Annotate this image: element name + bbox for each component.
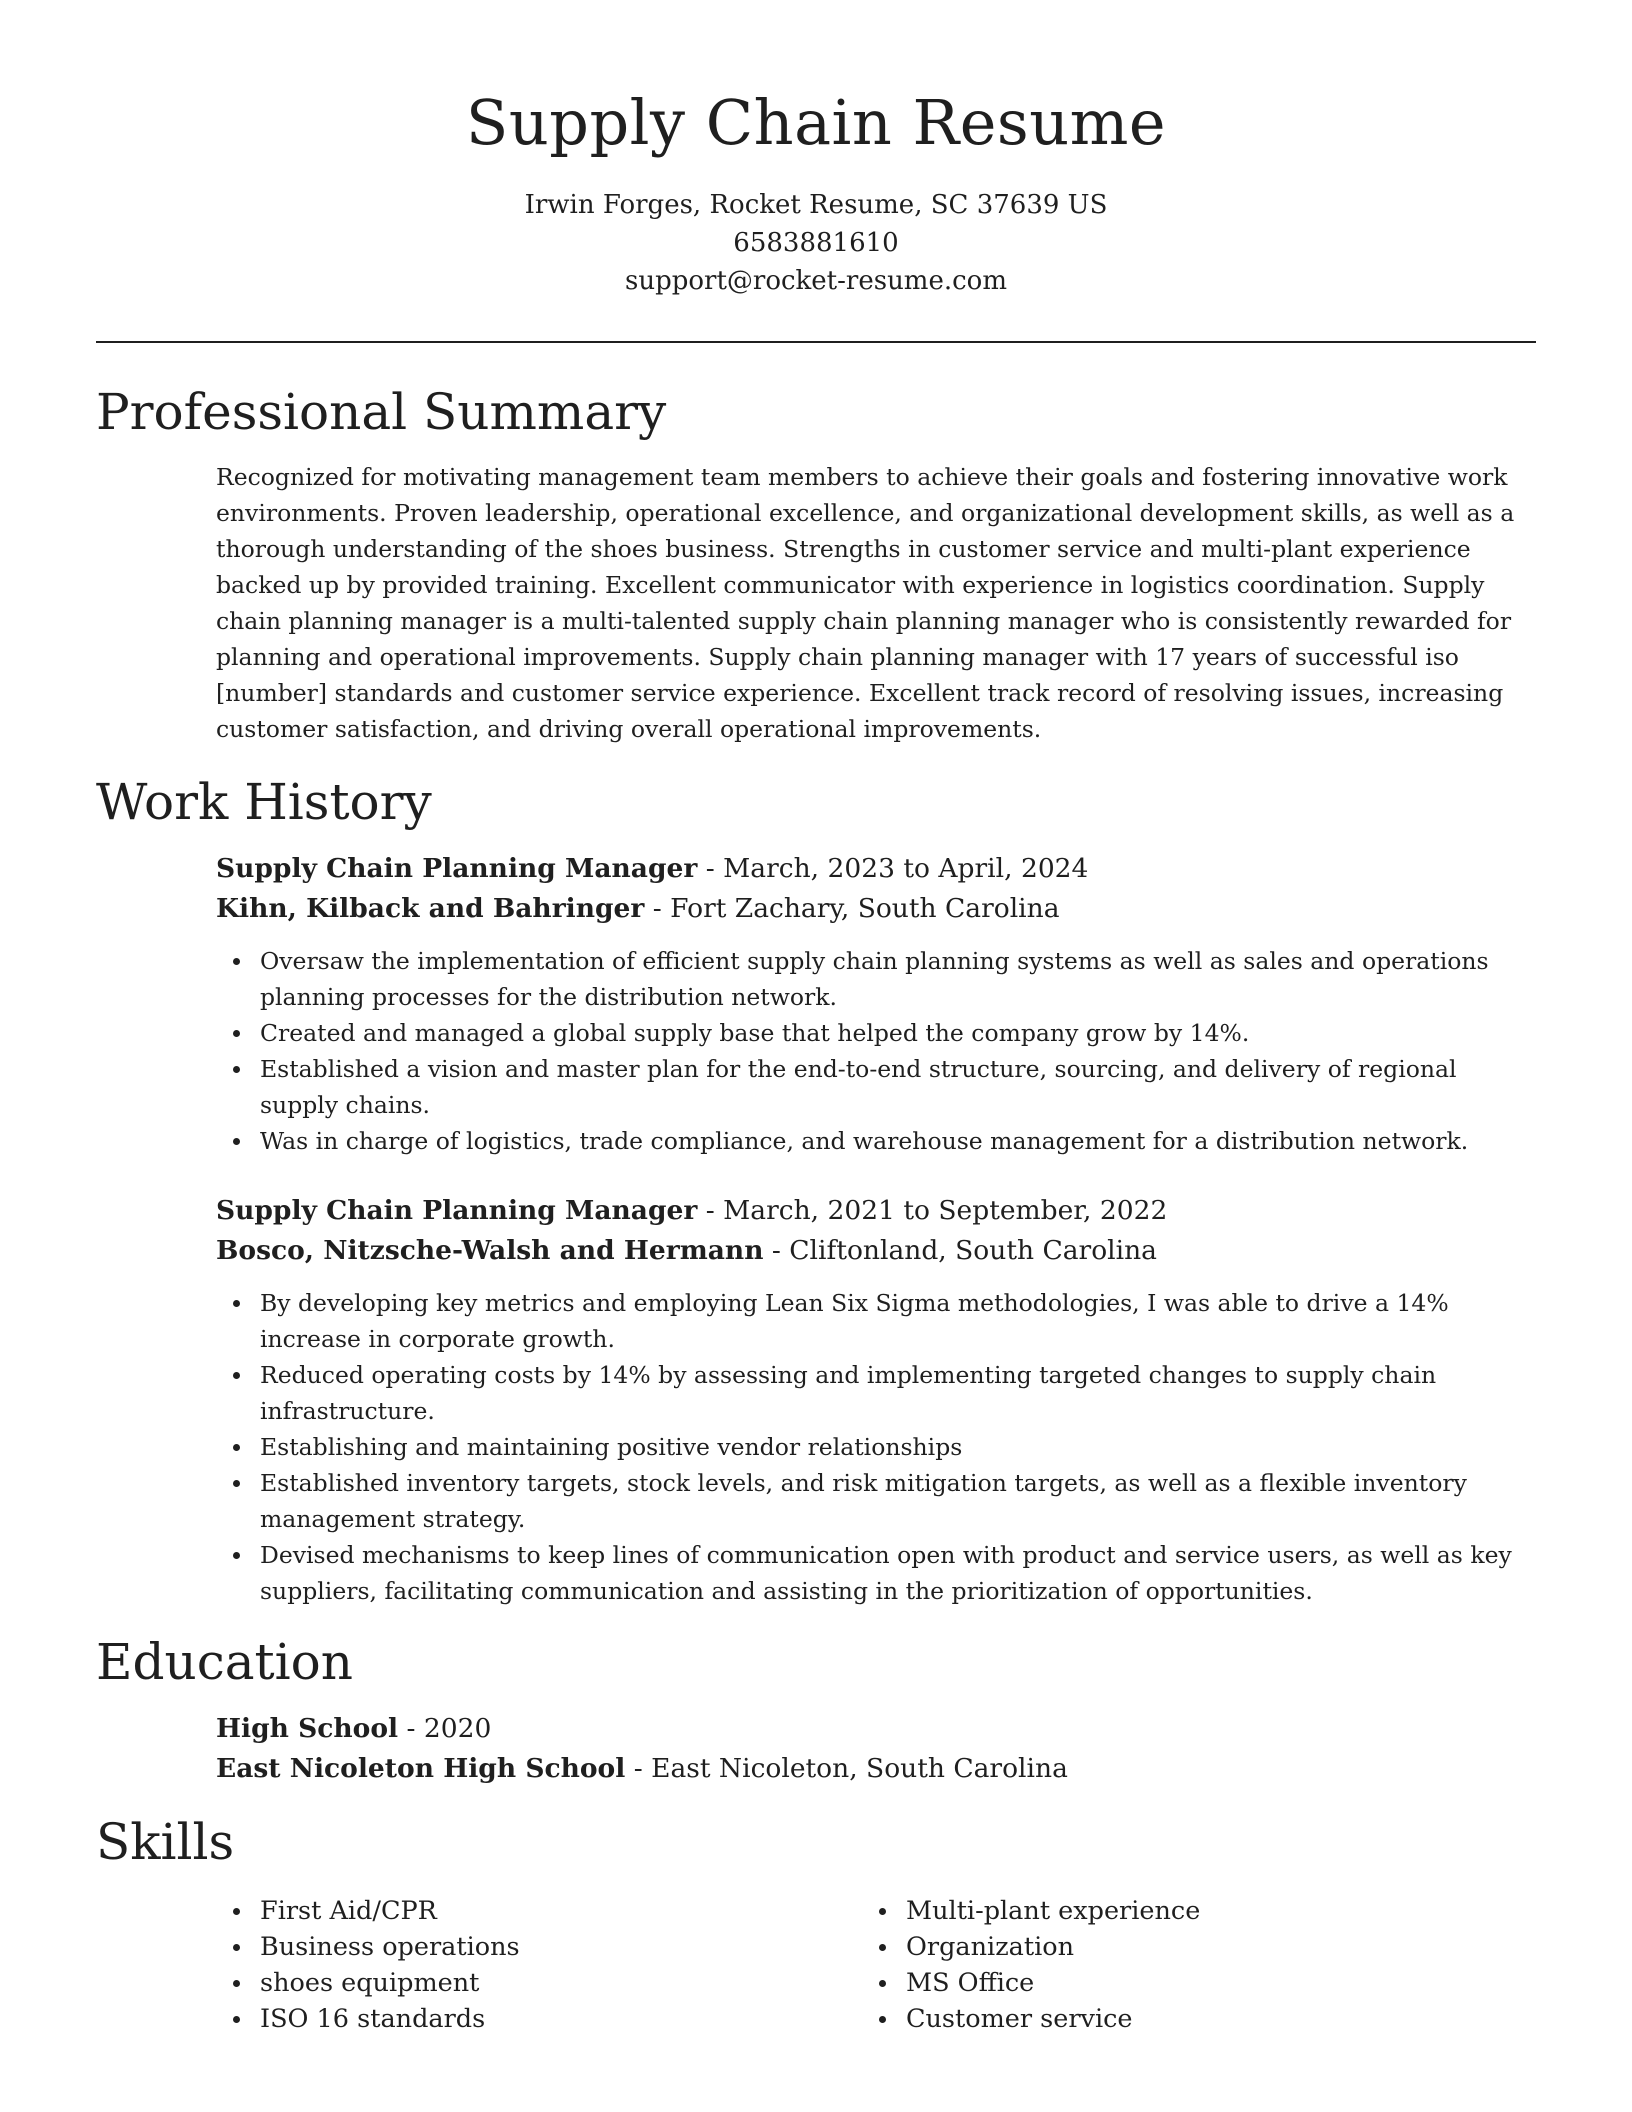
job-2-dates: - March, 2021 to September, 2022: [705, 1195, 1168, 1226]
job-1-bullets: [216, 943, 1536, 1159]
list-item: Established a vision and master plan for the end-to-end structure, sourcing, and delivery of regional supply chains.: [216, 1051, 1536, 1123]
job-2-title-line: [216, 1191, 1167, 1231]
list-item: ISO 16 standards: [216, 2001, 816, 2037]
list-item: Established inventory targets, stock levels, and risk mitigation targets, as well as a flexible inventory management strategy.: [216, 1465, 1536, 1537]
list-item: shoes equipment: [216, 1965, 816, 2001]
list-item: First Aid/CPR: [216, 1893, 816, 1929]
list-item: Business operations: [216, 1929, 816, 1965]
list-item: Multi-plant experience: [862, 1893, 1462, 1929]
summary-text: Recognized for motivating management team members to achieve their goals and fostering innovative work environments. Proven leadership, operational excellence, and organizational development skills, as well as a thorough understanding of the shoes business. Strengths in customer service and multi-plant experience backed up by provided training. Excellent communicator with experience in logistics coordination. Supply chain planning manager is a multi-talented supply chain planning manager who is consistently rewarded for planning and operational improvements. Supply chain planning manager with 17 years of successful iso [number] standards and customer service experience. Excellent track record of resolving issues, increasing customer satisfaction, and driving overall operational improvements.: [216, 463, 1515, 743]
list-item: Establishing and maintaining positive vendor relationships: [216, 1429, 1536, 1465]
contact-address: Irwin Forges, Rocket Resume, SC 37639 US: [524, 190, 1108, 220]
job-2-company: Bosco, Nitzsche-Walsh and Hermann: [216, 1235, 764, 1266]
list-item: Organization: [862, 1929, 1462, 1965]
education-school: East Nicoleton High School: [216, 1753, 626, 1784]
job-1-title-line: [216, 849, 1088, 889]
job-1-location: - Fort Zachary, South Carolina: [652, 893, 1060, 924]
job-2-role: Supply Chain Planning Manager: [216, 1195, 698, 1226]
section-title-education: Education: [96, 1633, 353, 1691]
job-2-company-line: [216, 1231, 1157, 1271]
list-item: Devised mechanisms to keep lines of communication open with product and service users, as well as key suppliers, facilitating communication and assisting in the prioritization of opportunities.: [216, 1537, 1536, 1609]
job-1-company: Kihn, Kilback and Bahringer: [216, 893, 645, 924]
contact-phone: 6583881610: [733, 228, 899, 258]
education-year: - 2020: [406, 1713, 492, 1744]
job-1-dates: - March, 2023 to April, 2024: [705, 853, 1089, 884]
resume-header: [0, 78, 1632, 300]
resume-title: Supply Chain Resume: [465, 86, 1167, 159]
header-divider: [96, 341, 1536, 343]
education-location: - East Nicoleton, South Carolina: [633, 1753, 1068, 1784]
list-item: Was in charge of logistics, trade compliance, and warehouse management for a distribution network.: [216, 1123, 1536, 1159]
list-item: Oversaw the implementation of efficient supply chain planning systems as well as sales and operations planning processes for the distribution network.: [216, 943, 1536, 1015]
list-item: MS Office: [862, 1965, 1462, 2001]
section-title-summary: Professional Summary: [96, 383, 667, 441]
education-degree-line: [216, 1709, 491, 1749]
job-2-location: - Cliftonland, South Carolina: [771, 1235, 1157, 1266]
contact-block: [0, 186, 1632, 300]
education-school-line: [216, 1749, 1068, 1789]
list-item: Created and managed a global supply base that helped the company grow by 14%.: [216, 1015, 1536, 1051]
contact-email: support@rocket-resume.com: [624, 266, 1007, 296]
skills-column-left: [216, 1893, 816, 2037]
job-1-company-line: [216, 889, 1060, 929]
skills-column-right: [862, 1893, 1462, 2037]
section-title-work-history: Work History: [96, 773, 432, 831]
list-item: Customer service: [862, 2001, 1462, 2037]
job-2-bullets: [216, 1285, 1536, 1609]
list-item: Reduced operating costs by 14% by assessing and implementing targeted changes to supply chain infrastructure.: [216, 1357, 1536, 1429]
list-item: By developing key metrics and employing Lean Six Sigma methodologies, I was able to drive a 14% increase in corporate growth.: [216, 1285, 1536, 1357]
section-title-skills: Skills: [96, 1813, 235, 1871]
education-degree: High School: [216, 1713, 399, 1744]
job-1-role: Supply Chain Planning Manager: [216, 853, 698, 884]
